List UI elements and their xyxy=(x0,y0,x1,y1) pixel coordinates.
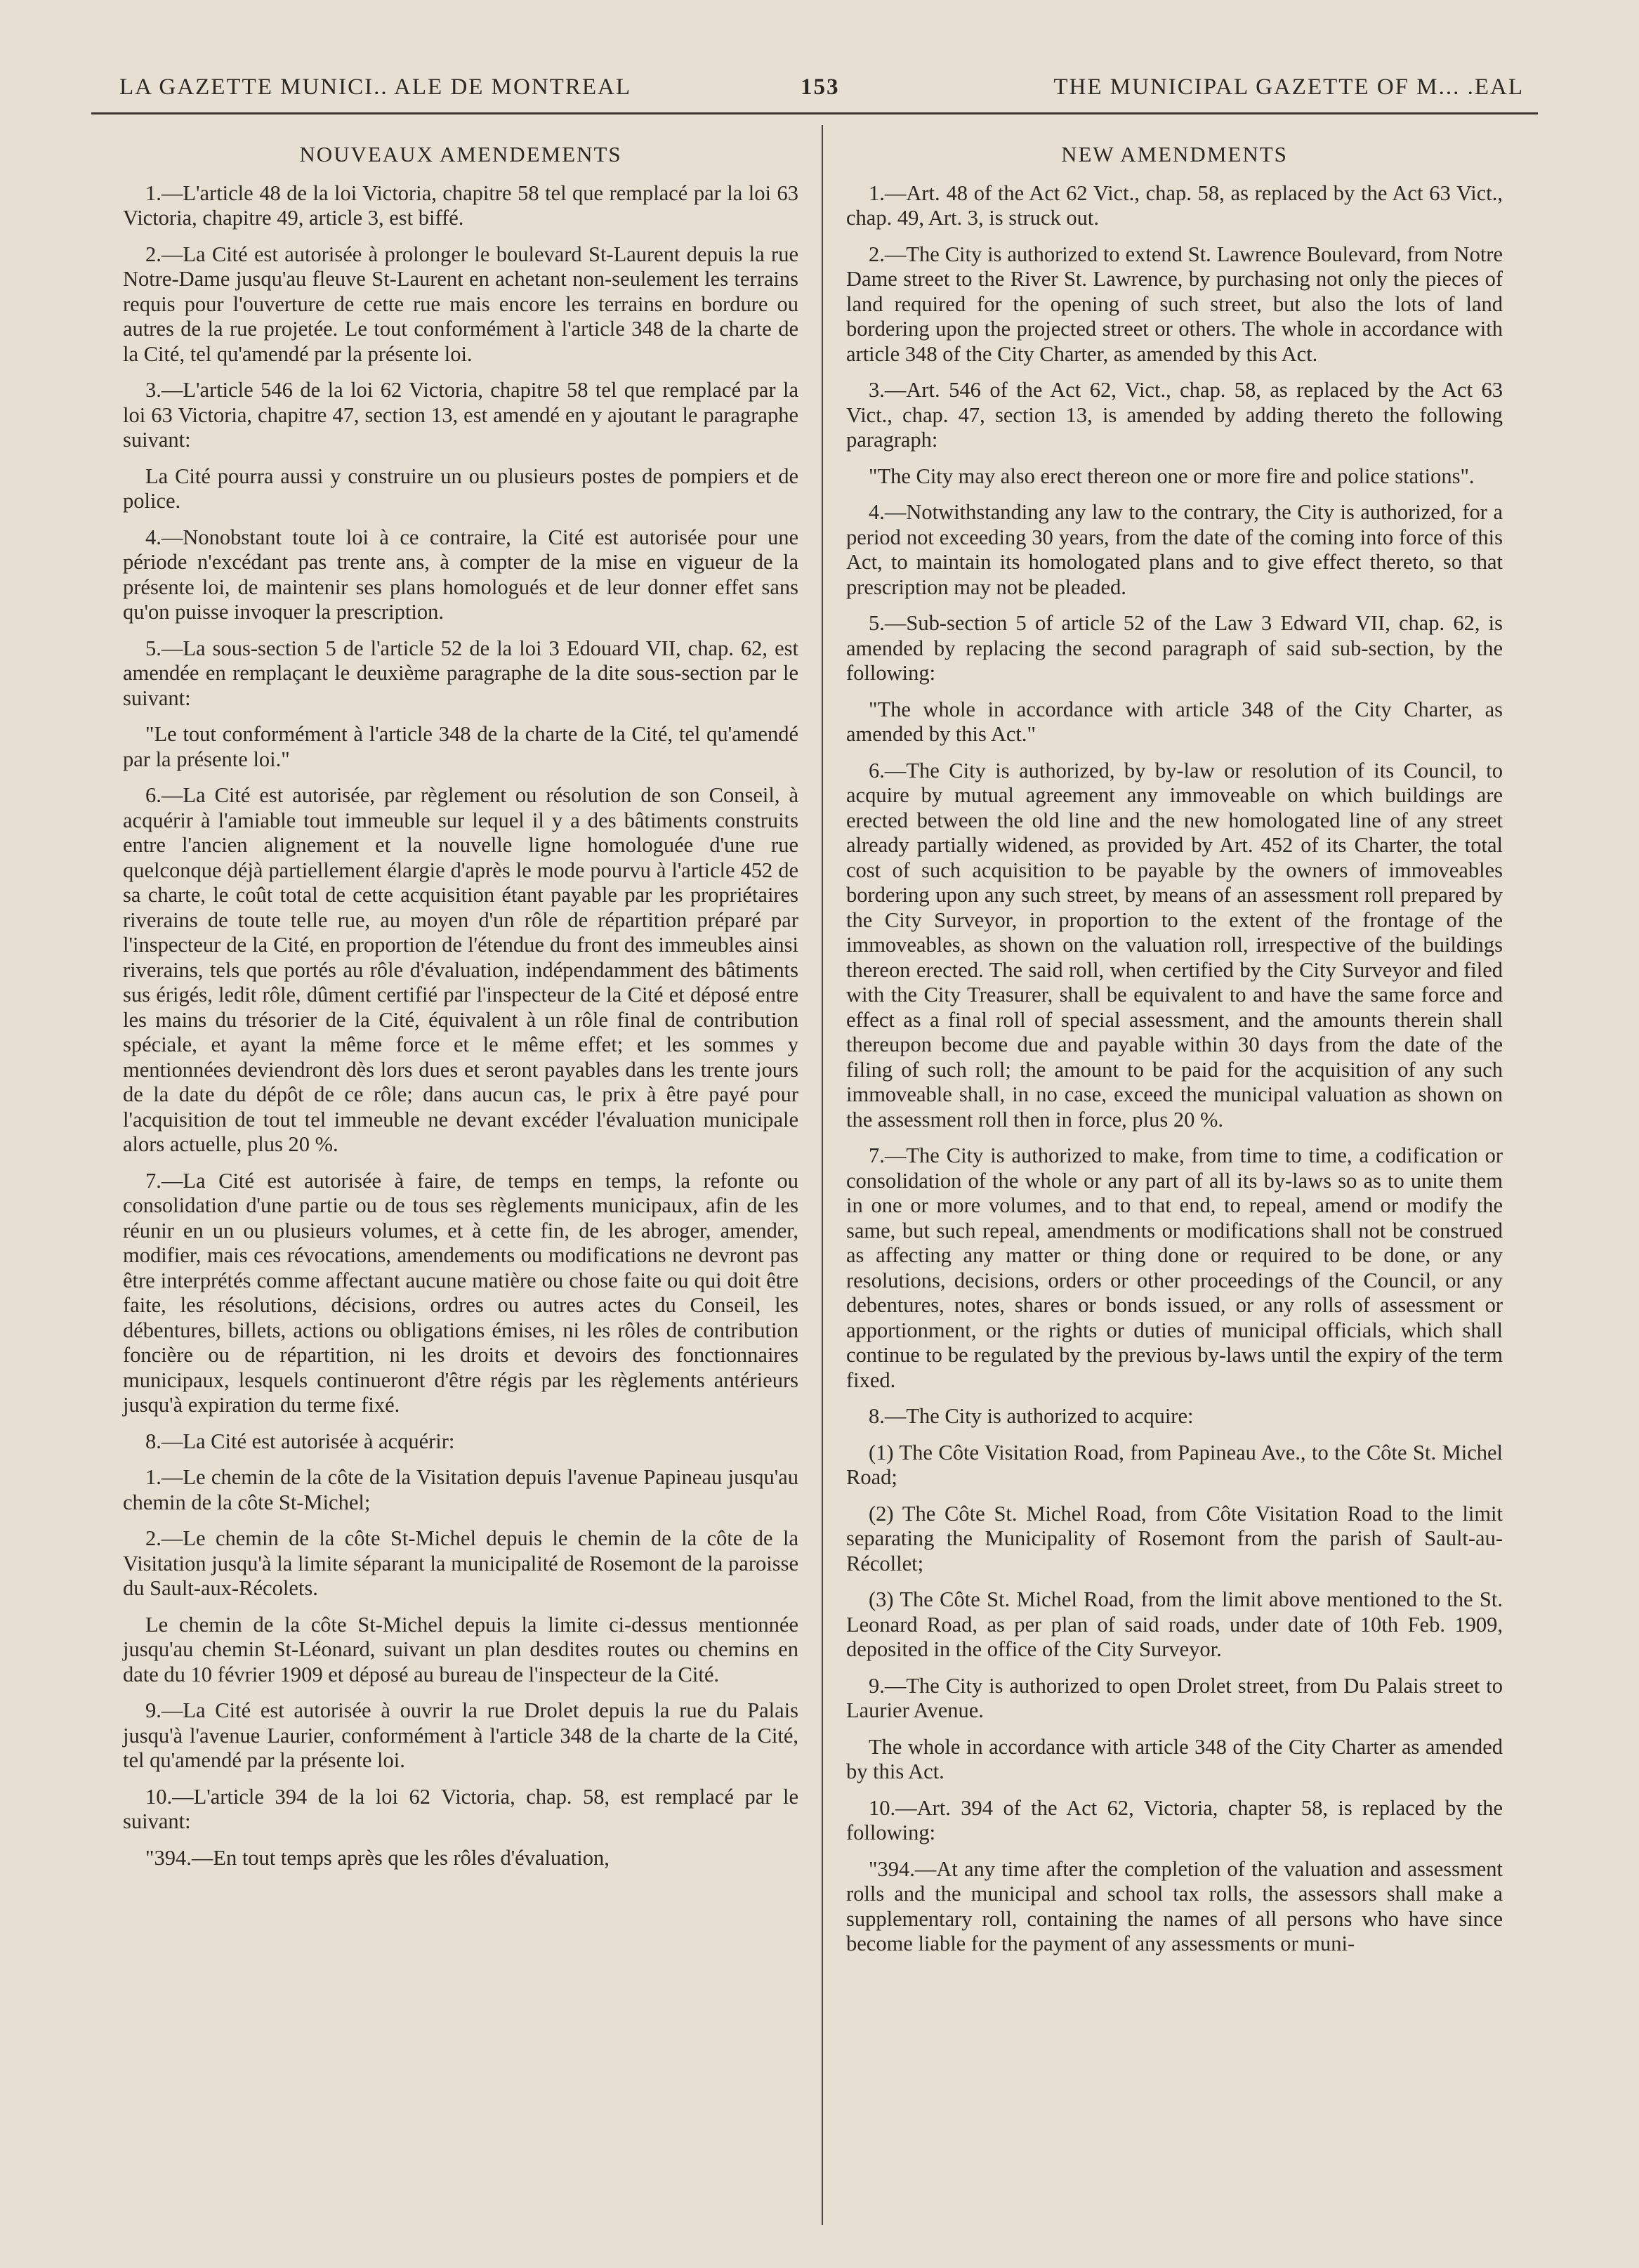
french-paragraph: "Le tout conformément à l'article 348 de la charte de la Cité, tel qu'amendé par la présente loi." xyxy=(123,722,798,771)
french-paragraph: 7.—La Cité est autorisée à faire, de temps en temps, la refonte ou consolidation d'une partie ou de tous ses règlements municipaux, afin de les réunir en un ou plusieurs volumes, et à cette fin, de les abroger, amender, modifier, mais ces révocations, amendements ou modifications ne devront pas être interprétés comme affectant aucune matière ou chose faite ou qui doit être faite, les résolutions, décisions, ordres ou autres actes du Conseil, les débentures, billets, actions ou obligations émises, ni les rôles de contribution foncière ou de répartition, ni les droits et devoirs des fonctionnaires municipaux, lesquels continueront d'être régis par les règlements antérieurs jusqu'à expiration du terme fixé. xyxy=(123,1168,798,1417)
french-column xyxy=(123,133,798,1882)
header-rule xyxy=(91,112,1538,114)
column-divider xyxy=(822,125,823,2225)
french-paragraph: 4.—Nonobstant toute loi à ce contraire, la Cité est autorisée pour une période n'excédant pas trente ans, à compter de la mise en vigueur de la présente loi, de maintenir ses plans homologués et de leur donner effet sans qu'on puisse invoquer la prescription. xyxy=(123,525,798,624)
french-paragraph: 9.—La Cité est autorisée à ouvrir la rue Drolet depuis la rue du Palais jusqu'à l'avenue Laurier, conformément à l'article 348 de la charte de la Cité, tel qu'amendé par la présente loi. xyxy=(123,1698,798,1772)
french-paragraph: 5.—La sous-section 5 de l'article 52 de la loi 3 Edouard VII, chap. 62, est amendée en remplaçant le deuxième paragraphe de la dite sous-section par le suivant: xyxy=(123,636,798,710)
french-paragraph: 10.—L'article 394 de la loi 62 Victoria, chap. 58, est remplacé par le suivant: xyxy=(123,1784,798,1833)
french-paragraph: La Cité pourra aussi y construire un ou plusieurs postes de pompiers et de police. xyxy=(123,464,798,513)
english-paragraph: 4.—Notwithstanding any law to the contrary, the City is authorized, for a period not exceeding 30 years, from the date of the coming into force of this Act, to maintain its homologated plans and to give effect thereto, so that prescription may not be pleaded. xyxy=(846,500,1503,599)
english-paragraph: The whole in accordance with article 348 of the City Charter as amended by this Act. xyxy=(846,1734,1503,1783)
french-paragraph: 2.—Le chemin de la côte St-Michel depuis le chemin de la côte de la Visitation jusqu'à la limite séparant la municipalité de Rosemont de la paroisse du Sault-aux-Récolets. xyxy=(123,1526,798,1600)
english-paragraph: 5.—Sub-section 5 of article 52 of the Law 3 Edward VII, chap. 62, is amended by replacing the second paragraph of said sub-section, by the following: xyxy=(846,611,1503,685)
english-column xyxy=(846,133,1503,1968)
english-paragraph: "The City may also erect thereon one or more fire and police stations". xyxy=(869,464,1475,488)
french-paragraph: 8.—La Cité est autorisée à acquérir: xyxy=(145,1429,455,1453)
english-paragraph: 3.—Art. 546 of the Act 62, Vict., chap. 58, as replaced by the Act 63 Vict., chap. 47, section 13, is amended by adding thereto the following paragraph: xyxy=(846,378,1503,452)
english-paragraph: 7.—The City is authorized to make, from time to time, a codification or consolidation of the whole or any part of all its by-laws so as to unite them in one or more volumes, and to that end, to repeal, amend or modify the same, but such repeal, amendments or modifications shall not be construed as affecting any matter or thing done or required to be done, or any resolutions, decisions, orders or other proceedings of the Council, or any debentures, notes, shares or bonds issued, or any rolls of assessment or apportionment, or the rights or duties of municipal officials, which shall continue to be regulated by the previous by-laws until the expiry of the term fixed. xyxy=(846,1143,1503,1392)
page-number: 153 xyxy=(801,74,840,100)
english-paragraph: 8.—The City is authorized to acquire: xyxy=(869,1404,1194,1428)
header-title-french: LA GAZETTE MUNICI.. ALE DE MONTREAL xyxy=(119,74,632,100)
french-paragraph: 1.—Le chemin de la côte de la Visitation depuis l'avenue Papineau jusqu'au chemin de la côte St-Michel; xyxy=(123,1465,798,1514)
french-paragraph: "394.—En tout temps après que les rôles d'évaluation, xyxy=(145,1845,610,1870)
french-paragraph: 1.—L'article 48 de la loi Victoria, chapitre 58 tel que remplacé par la loi 63 Victoria, chapitre 49, article 3, est biffé. xyxy=(123,181,798,230)
english-paragraph: 10.—Art. 394 of the Act 62, Victoria, chapter 58, is replaced by the following: xyxy=(846,1795,1503,1844)
french-paragraph: 6.—La Cité est autorisée, par règlement ou résolution de son Conseil, à acquérir à l'amiable tout immeuble sur lequel il y a des bâtiments construits entre l'ancien alignement et la nouvelle ligne homologuée d'une rue quelconque déjà partiellement élargie d'après le mode pourvu à l'article 452 de sa charte, le coût total de cette acquisition étant payable par les propriétaires riverains de toute telle rue, au moyen d'un rôle de répartition préparé par l'inspecteur de la Cité, en proportion de l'étendue du front des immeubles ainsi riverains, tels que portés au rôle d'évaluation, indépendamment des bâtiments sus érigés, ledit rôle, dûment certifié par l'inspecteur de la Cité et déposé entre les mains du trésorier de la Cité, équivalent à un rôle final de contribution spéciale, et ayant la même force et le même effet; et les sommes y mentionnées deviendront dès lors dues et seront payables dans les trente jours de la date du dépôt de ce rôle; dans aucun cas, le prix à être payé pour l'acquisition de tout tel immeuble ne devant excéder l'évaluation municipale alors actuelle, plus 20 %. xyxy=(123,783,798,1156)
french-paragraph: 2.—La Cité est autorisée à prolonger le boulevard St-Laurent depuis la rue Notre-Dame jusqu'au fleuve St-Laurent en achetant non-seulement les terrains requis pour l'ouverture de cette rue mais encore les terrains en bordure ou autres de la rue projetée. Le tout conformément à l'article 348 de la charte de la Cité, tel qu'amendé par la présente loi. xyxy=(123,242,798,366)
header-title-english: THE MUNICIPAL GAZETTE OF M... .EAL xyxy=(1053,74,1524,100)
english-paragraph: 9.—The City is authorized to open Drolet street, from Du Palais street to Laurier Avenue. xyxy=(846,1673,1503,1722)
english-paragraph: "394.—At any time after the completion of the valuation and assessment rolls and the municipal and school tax rolls, the assessors shall make a supplementary roll, containing the names of all persons who have since become liable for the payment of any assessments or muni- xyxy=(846,1856,1503,1955)
english-paragraph: (3) The Côte St. Michel Road, from the limit above mentioned to the St. Leonard Road, as per plan of said roads, under date of 10th Feb. 1909, deposited in the office of the City Surveyor. xyxy=(846,1587,1503,1661)
english-heading: NEW AMENDMENTS xyxy=(1061,142,1288,166)
english-paragraph: (2) The Côte St. Michel Road, from Côte Visitation Road to the limit separating the Municipality of Rosemont from the parish of Sault-au-Récollet; xyxy=(846,1501,1503,1575)
english-paragraph: "The whole in accordance with article 348 of the City Charter, as amended by this Act." xyxy=(846,697,1503,746)
english-paragraph: 2.—The City is authorized to extend St. Lawrence Boulevard, from Notre Dame street to the River St. Lawrence, by purchasing not only the pieces of land required for the opening of such street, but also the lots of land bordering upon the projected street or others. The whole in accordance with article 348 of the City Charter, as amended by this Act. xyxy=(846,242,1503,366)
english-paragraph: (1) The Côte Visitation Road, from Papineau Ave., to the Côte St. Michel Road; xyxy=(846,1440,1503,1489)
page-header xyxy=(119,70,1524,112)
english-paragraph: 6.—The City is authorized, by by-law or resolution of its Council, to acquire by mutual agreement any immoveable on which buildings are erected between the old line and the new homologated line of any street already partially widened, as provided by Art. 452 of its Charter, the total cost of such acquisition to be payable by the owners of immoveables bordering upon any such street, by means of an assessment roll prepared by the City Surveyor, in proportion to the extent of the frontage of the immoveables, as shown on the valuation roll, irrespective of the buildings thereon erected. The said roll, when certified by the City Surveyor and filed with the City Treasurer, shall be equivalent to and have the same force and effect as a final roll of special assessment, and the amounts therein shall thereupon become due and payable within 30 days from the date of the filing of such roll; the amount to be paid for the acquisition of any such immoveable shall, in no case, exceed the municipal valuation as shown on the assessment roll then in force, plus 20 %. xyxy=(846,758,1503,1132)
english-paragraph: 1.—Art. 48 of the Act 62 Vict., chap. 58, as replaced by the Act 63 Vict., chap. 49, Art. 3, is struck out. xyxy=(846,181,1503,230)
french-paragraph: Le chemin de la côte St-Michel depuis la limite ci-dessus mentionnée jusqu'au chemin St-Léonard, suivant un plan desdites routes ou chemins en date du 10 février 1909 et déposé au bureau de l'inspecteur de la Cité. xyxy=(123,1612,798,1686)
french-heading: NOUVEAUX AMENDEMENTS xyxy=(299,142,622,166)
french-paragraph: 3.—L'article 546 de la loi 62 Victoria, chapitre 58 tel que remplacé par la loi 63 Victoria, chapitre 47, section 13, est amendé en y ajoutant le paragraphe suivant: xyxy=(123,378,798,452)
